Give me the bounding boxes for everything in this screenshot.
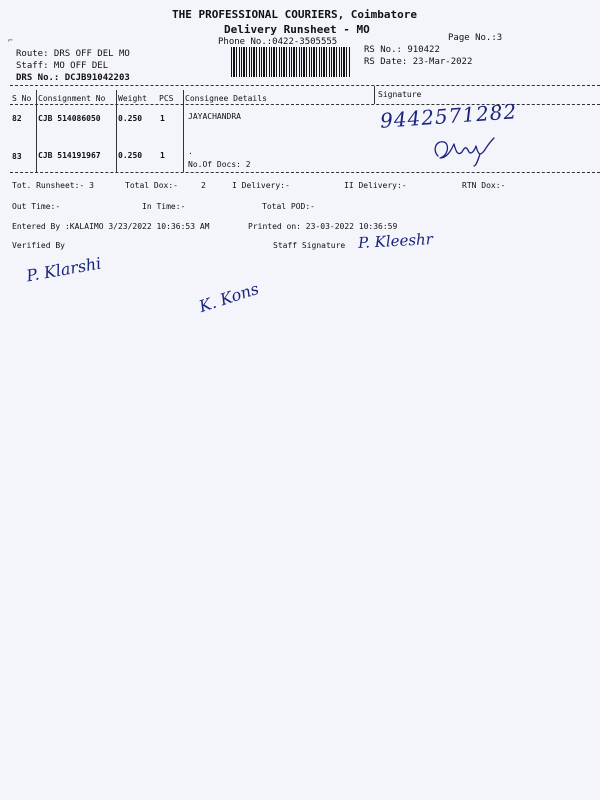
drs-number: DRS No.: DCJB91042203 bbox=[16, 73, 130, 83]
total-dox-label: Total Dox:- bbox=[125, 181, 178, 190]
total-dox-value: 2 bbox=[201, 181, 206, 190]
barcode bbox=[231, 47, 351, 77]
column-header-signature: Signature bbox=[378, 90, 422, 99]
column-divider bbox=[116, 90, 117, 172]
table-row-doc-count: No.Of Docs: 2 bbox=[188, 160, 251, 169]
column-divider bbox=[183, 90, 184, 172]
page-number: Page No.:3 bbox=[448, 33, 503, 43]
column-divider bbox=[36, 90, 37, 172]
staff-signature-label: Staff Signature bbox=[273, 241, 346, 250]
total-runsheet: Tot. Runsheet:- 3 bbox=[12, 181, 94, 190]
printed-on: Printed on: 23-03-2022 10:36:59 bbox=[248, 222, 398, 231]
column-header-sno: S No bbox=[12, 94, 32, 103]
table-row-pcs: 1 bbox=[160, 114, 165, 123]
table-row-weight: 0.250 bbox=[118, 114, 143, 123]
staff: Staff: MO OFF DEL bbox=[16, 61, 109, 71]
column-header-weight: Weight bbox=[118, 94, 147, 103]
table-top-rule bbox=[10, 85, 600, 86]
table-row-consignee: JAYACHANDRA bbox=[188, 112, 241, 121]
entered-by: Entered By :KALAIMO 3/23/2022 10:36:53 AM bbox=[12, 222, 210, 231]
rs-date: RS Date: 23-Mar-2022 bbox=[364, 57, 473, 67]
column-header-pcs: PCS bbox=[159, 94, 174, 103]
in-time: In Time:- bbox=[142, 202, 186, 211]
scan-mark: ⌐ bbox=[8, 36, 13, 45]
verified-by-label: Verified By bbox=[12, 241, 65, 250]
ii-delivery: II Delivery:- bbox=[344, 181, 407, 190]
company-name: THE PROFESSIONAL COURIERS, Coimbatore bbox=[172, 8, 418, 21]
table-row-weight: 0.250 bbox=[118, 151, 143, 160]
staff-signature: P. Kleeshr bbox=[357, 230, 434, 252]
verified-by-signature: P. Klarshi bbox=[24, 253, 103, 286]
route: Route: DRS OFF DEL MO bbox=[16, 49, 130, 59]
rtn-dox: RTN Dox:- bbox=[462, 181, 506, 190]
out-time: Out Time:- bbox=[12, 202, 61, 211]
table-row-consignee: . bbox=[188, 147, 193, 156]
table-row-consignment: CJB 514191967 bbox=[38, 151, 101, 160]
column-header-consignee: Consignee Details bbox=[185, 94, 267, 103]
phone-number: Phone No.:0422-3505555 bbox=[218, 37, 338, 47]
table-row-consignment: CJB 514086050 bbox=[38, 114, 101, 123]
consignee-signature bbox=[430, 130, 500, 170]
column-header-consignment: Consignment No bbox=[38, 94, 106, 103]
i-delivery: I Delivery:- bbox=[232, 181, 290, 190]
total-pod: Total POD:- bbox=[262, 202, 315, 211]
table-row-sno: 82 bbox=[12, 114, 22, 123]
handwritten-name: K. Kons bbox=[196, 278, 262, 317]
column-divider bbox=[374, 86, 375, 104]
document-title: Delivery Runsheet - MO bbox=[224, 23, 370, 36]
table-row-pcs: 1 bbox=[160, 151, 165, 160]
rs-number: RS No.: 910422 bbox=[364, 45, 440, 55]
handwritten-phone-number: 9442571282 bbox=[379, 99, 518, 133]
table-bottom-rule bbox=[10, 172, 600, 173]
table-row-sno: 83 bbox=[12, 152, 22, 161]
